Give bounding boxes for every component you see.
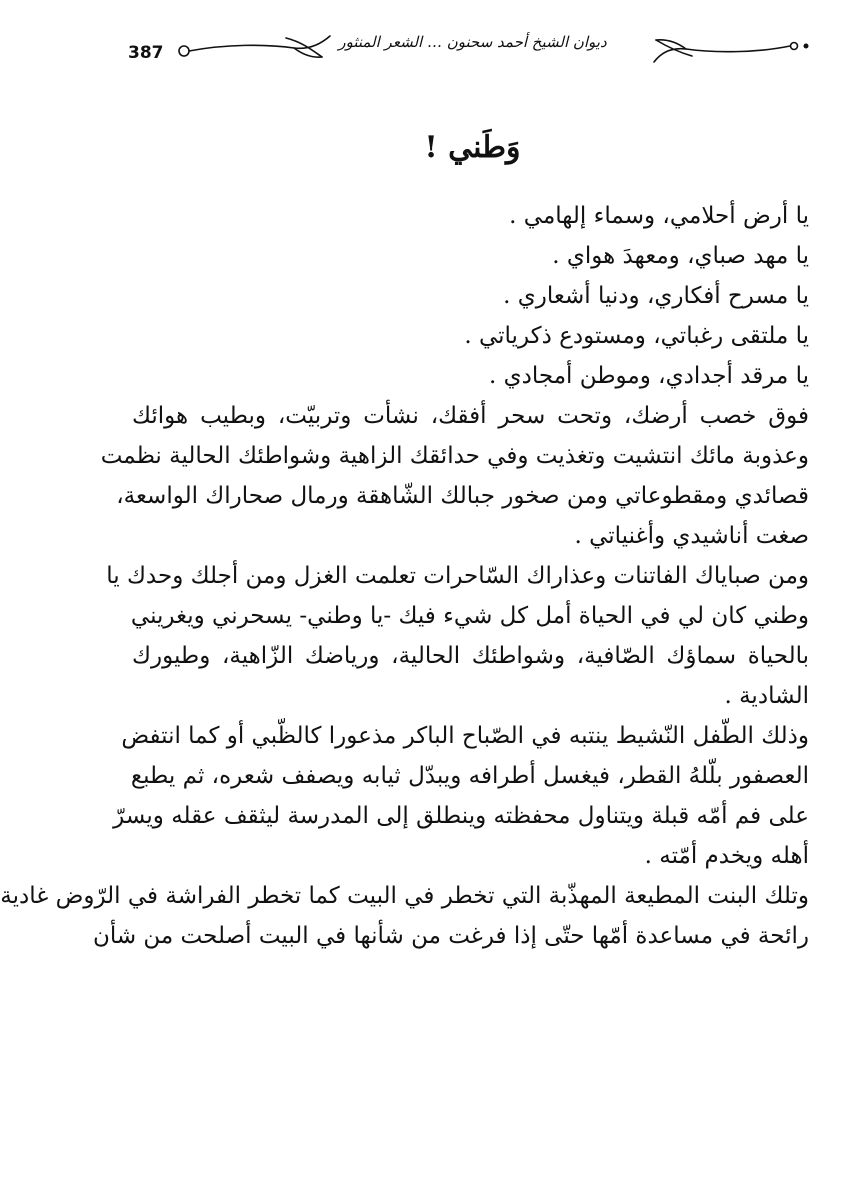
poem-body [0, 196, 809, 956]
text-line: يا أرض أحلامي، وسماء إلهامي . [509, 203, 809, 229]
text-line: بالحياة سماؤك الصّافية، وشواطئك الحالية، ورياضك الزّاهية، وطيورك [132, 643, 809, 669]
text-line: وعذوبة مائك انتشيت وتغذيت وفي حدائقك الزاهية وشواطئك الحالية نظمت [100, 443, 809, 469]
text-line: وطني كان لي في الحياة أمل كل شيء فيك -يا وطني- يسحرني ويغريني [130, 603, 809, 629]
text-line: على فم أمّه قبلة ويتناول محفظته وينطلق إلى المدرسة ليثقف عقله ويسرّ [113, 803, 809, 829]
poem-title: وَطَني ! [424, 130, 521, 165]
page-number: 387 [128, 43, 164, 63]
text-line: رائحة في مساعدة أمّها حتّى إذا فرغت من شأنها في البيت أصلحت من شأن [92, 923, 809, 949]
text-line: العصفور بلّلهُ القطر، فيغسل أطرافه ويبدّل ثيابه ويصفف شعره، ثم يطبع [130, 763, 809, 789]
text-line: يا مرقد أجدادي، وموطن أمجادي . [488, 363, 809, 389]
text-line: الشادية . [724, 683, 809, 709]
page-header [126, 24, 819, 74]
text-line: يا ملتقى رغباتي، ومستودع ذكرياتي . [464, 323, 809, 349]
text-line: صغت أناشيدي وأغنياتي . [574, 523, 809, 549]
text-line: قصائدي ومقطوعاتي ومن صخور جبالك الشّاهقة ورمال صحاراك الواسعة، [116, 483, 809, 509]
text-line: أهله ويخدم أمّته . [644, 843, 809, 869]
text-line: يا مسرح أفكاري، ودنيا أشعاري . [503, 283, 809, 309]
text-line: وذلك الطّفل النّشيط ينتبه في الصّباح الباكر مذعورا كالظّبي أو كما انتفض [121, 723, 809, 749]
text-line: ومن صباياك الفاتنات وعذاراك السّاحرات تعلمت الغزل ومن أجلك وحدك يا [106, 563, 809, 589]
text-line: وتلك البنت المطيعة المهذّبة التي تخطر في البيت كما تخطر الفراشة في الرّوض غادية [0, 883, 809, 909]
running-title: ديوان الشيخ أحمد سحنون … الشعر المنثور [338, 33, 607, 51]
text-line: يا مهد صباي، ومعهدَ هواي . [552, 243, 809, 269]
text-line: فوق خصب أرضك، وتحت سحر أفقك، نشأت وتربيّت، وبطيب هوائك [132, 403, 809, 429]
